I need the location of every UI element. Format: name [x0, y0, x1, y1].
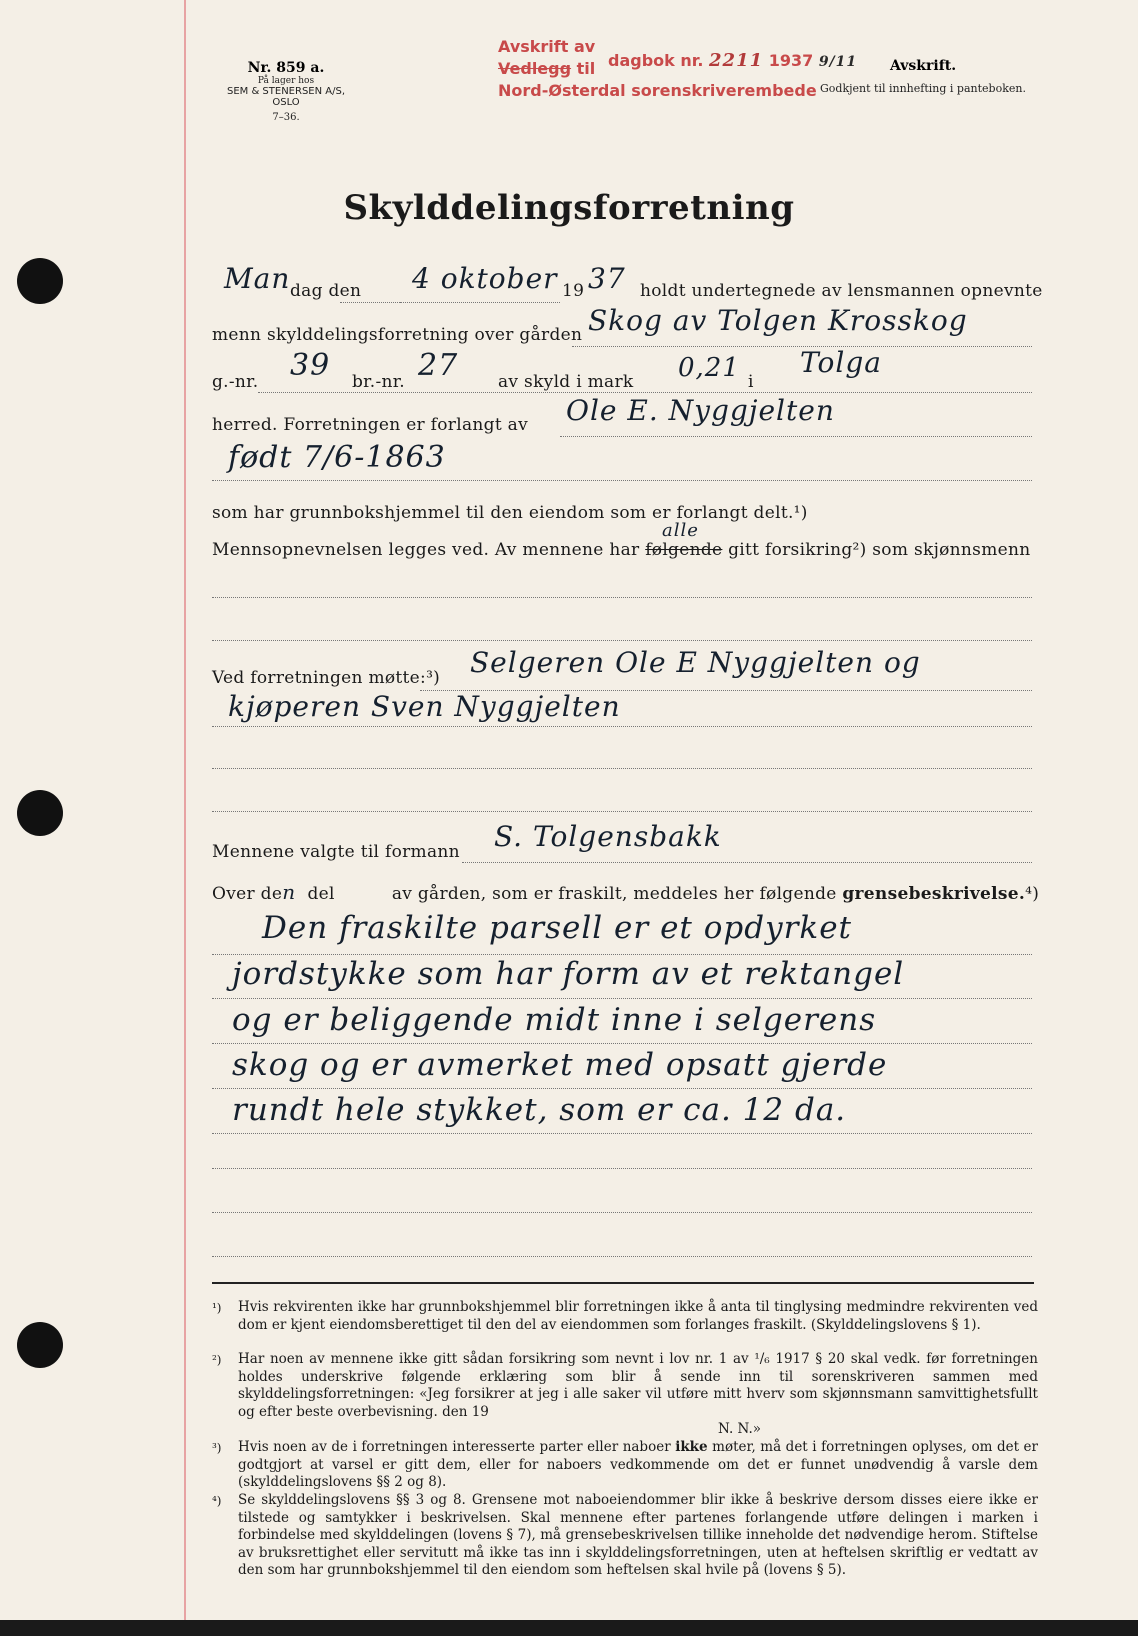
publisher-line2: SEM & STENERSEN A/S, OSLO	[226, 86, 346, 108]
dotline-attendance3	[212, 768, 1032, 769]
stamp-line3: Nord-Østerdal sorenskriverembede	[498, 81, 817, 100]
publisher-line1: På lager hos	[257, 76, 315, 86]
red-margin-line	[184, 0, 186, 1620]
footnote4-text: Se skylddelingslovens §§ 3 og 8. Grensene mot naboeiendommer blir ikke å beskrive dersom disses eiere ikke er tilstede og samtykker i beskrivelsen. Skal mennene efter partenes forlangende utføre delingen i marken i forbindelse med skylddelingen (lovens § 7), må grensebeskrivelsen tillike inneholde det nødvendige herom. Stiftelse av bruksrettighet eller servitutt må ikke tas inn i skylddelingsforretningen, uten at heftelsen skriftlig er vedtatt av den som har grunnbokshjemmel til den eiendom som heftelsen skal hvile på (lovens § 5).	[238, 1492, 1038, 1578]
boundary-line1: Den fraskilte parsell er et opdyrket	[262, 910, 853, 946]
menn-line	[212, 540, 1030, 560]
form-number: Nr. 859 a.	[247, 60, 325, 76]
attendance-label: Ved forretningen møtte:³)	[212, 668, 441, 688]
dotline-requester	[560, 436, 1032, 437]
menn-line-struck: følgende	[645, 540, 723, 560]
page-title: Skylddelingsforretning	[343, 188, 795, 228]
footnote4-num: ⁴)	[212, 1494, 222, 1508]
dotline-boundary1	[212, 954, 1032, 955]
dotline-line5	[212, 480, 1032, 481]
skyld-hand: 0,21	[678, 353, 740, 383]
dotline-boundary3	[212, 1043, 1032, 1044]
dotline-blank1	[212, 597, 1032, 598]
dotline-boundary4	[212, 1088, 1032, 1089]
stamp-vedlegg-struck: Vedlegg	[498, 59, 572, 78]
date-hand: 4 oktober	[412, 262, 558, 295]
stamp-dagbok	[608, 50, 857, 71]
boundary-intro-middle: del av gården, som er fraskilt, meddeles her følgende	[307, 884, 837, 904]
attendance-line1-hand: Selgeren Ole E Nyggjelten og	[470, 646, 921, 679]
footnote1-text: Hvis rekvirenten ikke har grunnbokshjemmel blir forretningen ikke å anta til tinglysing medmindre rekvirenten ved dom er kjent eiendomsberettiget til den del av eiendommen som forlanges fraskilt. (Skylddelingslovens § 1).	[238, 1299, 1038, 1333]
punch-hole-top	[17, 258, 63, 304]
line1-rest: holdt undertegnede av lensmannen opnevnte	[640, 281, 1043, 301]
stamp-year: 1937	[768, 51, 814, 70]
year-printed: 19	[562, 281, 585, 301]
chairman-hand: S. Tolgensbakk	[494, 820, 722, 853]
birthdate-hand: født 7/6-1863	[228, 440, 446, 475]
dotline-gnr	[258, 392, 1032, 393]
boundary-intro	[212, 880, 1039, 904]
stamp-dagbok-number: 2211	[709, 50, 764, 71]
skyld-label: av skyld i mark	[498, 372, 634, 392]
day-hand: Man	[224, 262, 291, 295]
menn-line-after: gitt forsikring²) som skjønnsmenn	[728, 540, 1031, 560]
dotline-blank2	[212, 640, 1032, 641]
boundary-line4: skog og er avmerket med opsatt gjerde	[232, 1047, 888, 1083]
bnr-label: br.-nr.	[352, 372, 406, 392]
footnote2-text: Har noen av mennene ikke gitt sådan forsikring som nevnt i lov nr. 1 av ¹/₆ 1917 § 20 skal vedk. før forretningen holdes underskrive følgende erklæring som blir å sende inn til sorenskriveren sammen med skylddelingsforretningen: «Jeg forsikrer at jeg i alle saker vil utføre mitt hverv som skjønnsmann samvittighetsfullt og efter beste overbevisning. den 19	[238, 1351, 1038, 1420]
dotline-chairman	[462, 862, 1032, 863]
copy-label: Avskrift.	[890, 58, 957, 74]
dotline-boundary6	[212, 1168, 1032, 1169]
boundary-insert-hand: n	[282, 880, 297, 904]
stamp-dagbok-label: dagbok nr.	[608, 51, 704, 70]
place-hand: Tolga	[800, 346, 882, 379]
dotline-boundary7	[212, 1212, 1032, 1213]
footnote2-num: ²)	[212, 1353, 222, 1367]
chairman-label: Mennene valgte til formann	[212, 842, 460, 862]
year-hand: 37	[588, 262, 626, 295]
day-printed: dag den	[290, 281, 362, 301]
requester-label: herred. Forretningen er forlangt av	[212, 415, 529, 435]
dotline-boundary8	[212, 1256, 1032, 1257]
footnote3-text	[238, 1439, 1038, 1492]
gnr-hand: 39	[290, 348, 331, 383]
approval-note: Godkjent til innhefting i panteboken.	[820, 82, 1026, 95]
stamp-til: til	[571, 59, 596, 78]
form-info-block	[216, 60, 356, 123]
dotline-attendance2	[212, 726, 1032, 727]
dotline-attendance4	[212, 811, 1032, 812]
footnote3-text-before: Hvis noen av de i forretningen interesserte parter eller naboer	[238, 1439, 676, 1455]
stamp-date-suffix: 9/11	[818, 54, 858, 70]
publisher-line3: 7–36.	[272, 112, 300, 123]
menn-line-before: Mennsopnevnelsen legges ved. Av mennene har	[212, 540, 640, 560]
dotline-boundary2	[212, 998, 1032, 999]
dotline-date	[400, 302, 560, 303]
footnote3-text-after: møter, må det i forretningen oplyses, om det er godtgjort at varsel er gitt dem, eller for naboers vedkommende om det er funnet unødvendig å varsle dem (skylddelingslovens §§ 2 og 8).	[238, 1439, 1038, 1490]
farm-hand: Skog av Tolgen Krosskog	[588, 304, 968, 337]
farm-label: menn skylddelingsforretning over gården	[212, 325, 583, 345]
gnr-label: g.-nr.	[212, 372, 259, 392]
grunnbok-line: som har grunnbokshjemmel til den eiendom som er forlangt delt.¹)	[212, 503, 808, 523]
bnr-hand: 27	[418, 348, 459, 383]
footnote-separator	[212, 1282, 1034, 1284]
boundary-intro-bold: grensebeskrivelse.	[842, 884, 1026, 904]
punch-hole-bottom	[17, 1322, 63, 1368]
footnote3-num: ³)	[212, 1441, 222, 1455]
footnote3-text-bold: ikke	[675, 1439, 708, 1455]
boundary-intro-before: Over de	[212, 884, 283, 904]
boundary-line2: jordstykke som har form av et rektangel	[232, 956, 905, 992]
dotline-boundary5	[212, 1133, 1032, 1134]
stamp-avskrift-av: Avskrift av	[498, 37, 596, 56]
footnote1-num: ¹)	[212, 1301, 222, 1315]
i-label: i	[748, 372, 754, 392]
footnote2-signature: N. N.»	[718, 1421, 762, 1437]
insert-alle-hand: alle	[662, 520, 699, 541]
requester-hand: Ole E. Nyggjelten	[566, 394, 835, 427]
boundary-intro-note: ⁴)	[1025, 884, 1040, 904]
boundary-line5: rundt hele stykket, som er ca. 12 da.	[232, 1092, 847, 1128]
punch-hole-middle	[17, 790, 63, 836]
attendance-line2-hand: kjøperen Sven Nyggjelten	[228, 690, 621, 723]
boundary-line3: og er beliggende midt inne i selgerens	[232, 1002, 877, 1038]
